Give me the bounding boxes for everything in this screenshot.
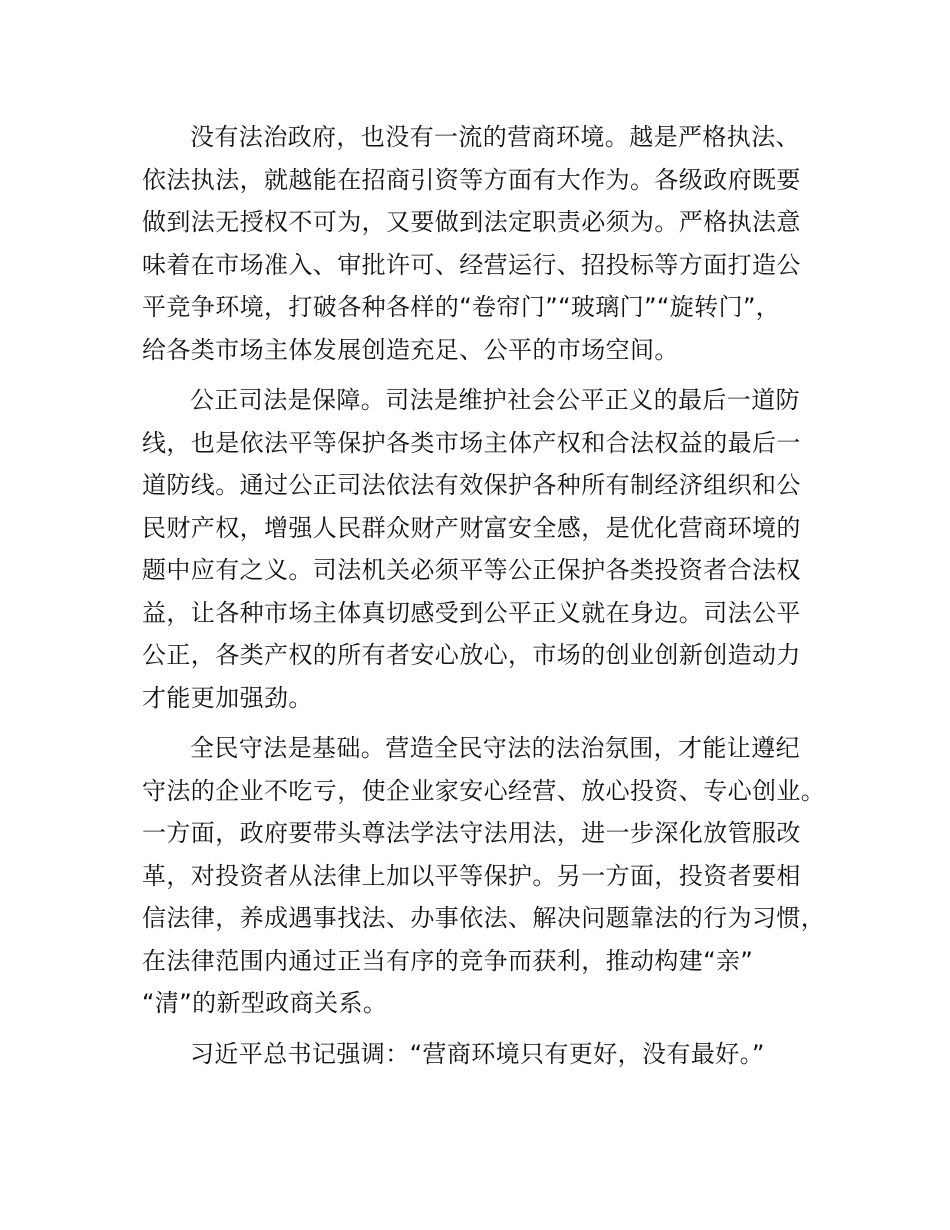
text-line: 给各类市场主体发展创造充足、公平的市场空间。 — [142, 335, 679, 364]
text-line: 线，也是依法平等保护各类市场主体产权和合法权益的最后一 — [142, 428, 801, 457]
text-line: 习近平总书记强调：“营商环境只有更好，没有最好。” — [190, 1039, 765, 1068]
text-line: 公正司法是保障。司法是维护社会公平正义的最后一道防 — [190, 386, 800, 414]
paragraph-rule-of-law-government — [142, 116, 832, 371]
text-line: 没有法治政府，也没有一流的营商环境。越是严格执法、 — [190, 123, 800, 151]
text-line: 依法执法，就越能在招商引资等方面有大作为。各级政府既要 — [142, 165, 801, 194]
document-body — [142, 116, 832, 1083]
text-line: “清”的新型政商关系。 — [142, 989, 388, 1017]
text-line: 公正，各类产权的所有者安心放心，市场的创业创新创造动力 — [142, 641, 801, 669]
text-line: 在法律范围内通过正当有序的竞争而获利，推动构建“亲” — [142, 946, 754, 975]
text-line: 才能更加强劲。 — [142, 683, 313, 712]
paragraph-law-abiding-public — [142, 727, 832, 1025]
text-line: 革，对投资者从法律上加以平等保护。另一方面，投资者要相 — [142, 861, 801, 890]
text-line: 信法律，养成遇事找法、办事依法、解决问题靠法的行为习惯， — [142, 904, 826, 932]
text-line: 道防线。通过公正司法依法有效保护各种所有制经济组织和公 — [142, 471, 801, 499]
paragraph-fair-justice — [142, 379, 832, 719]
text-line: 全民守法是基础。营造全民守法的法治氛围，才能让遵纪 — [190, 734, 800, 762]
text-line: 民财产权，增强人民群众财产财富安全感，是优化营商环境的 — [142, 513, 801, 542]
paragraph-quote — [142, 1033, 832, 1076]
text-line: 平竞争环境，打破各种各样的“卷帘门”“玻璃门”“旋转门”， — [142, 293, 781, 321]
text-line: 守法的企业不吃亏，使企业家安心经营、放心投资、专心创业。 — [142, 776, 826, 805]
text-line: 做到法无授权不可为，又要做到法定职责必须为。严格执法意 — [142, 208, 801, 236]
text-line: 益，让各种市场主体真切感受到公平正义就在身边。司法公平 — [142, 598, 801, 627]
text-line: 一方面，政府要带头尊法学法守法用法，进一步深化放管服改 — [142, 819, 801, 847]
text-line: 题中应有之义。司法机关必须平等公正保护各类投资者合法权 — [142, 556, 801, 584]
text-line: 味着在市场准入、审批许可、经营运行、招投标等方面打造公 — [142, 250, 801, 279]
